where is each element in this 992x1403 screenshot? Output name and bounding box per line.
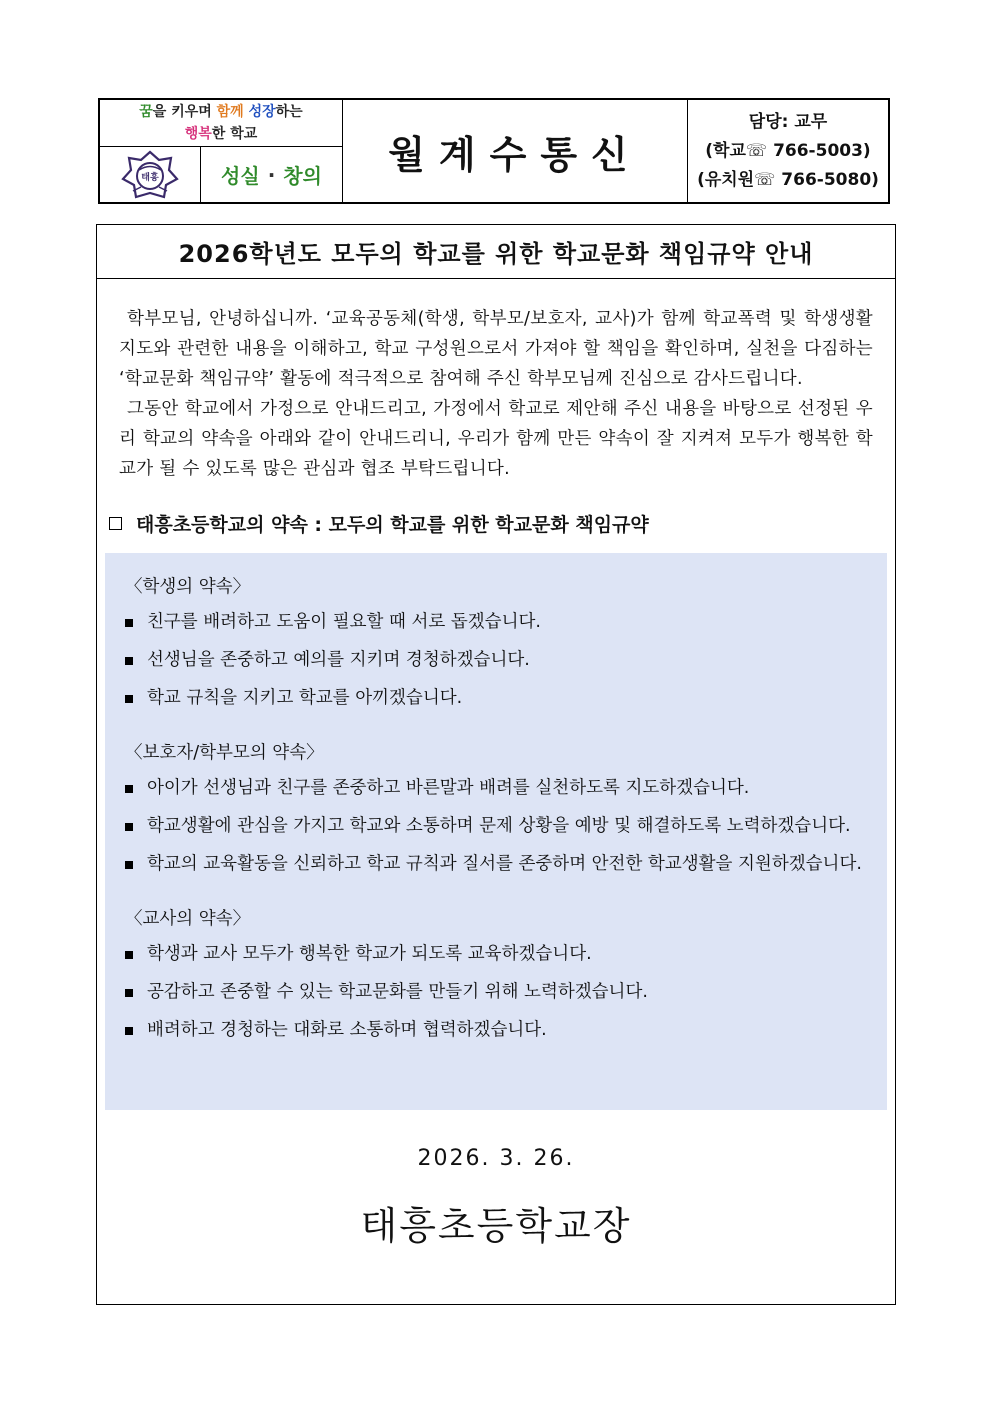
header-left-bottom [100,147,342,202]
pledge-item: 선생님을 존중하고 예의를 지키며 경청하겠습니다. [121,648,871,673]
document-title: 2026학년도 모두의 학교를 위한 학교문화 책임규약 안내 [97,225,895,279]
contact-info [688,100,888,202]
pledge-item: 친구를 배려하고 도움이 필요할 때 서로 돕겠습니다. [121,610,871,635]
pledge-group-title: 〈학생의 약속〉 [125,577,251,597]
principal-signature-line: 태흥초등학교장 [360,1204,632,1248]
motto-separator: · [267,162,276,187]
section-heading [109,510,895,537]
square-bullet-icon [125,823,133,831]
checkbox-square-icon [109,517,122,530]
square-bullet-icon [125,785,133,793]
slogan-highlight: 행복 [184,126,212,142]
pledge-item: 학교 규칙을 지키고 학교를 아끼겠습니다. [121,686,871,711]
slogan-rest: 한 학교 [211,126,258,142]
school-emblem-icon [119,149,181,201]
phone-kindergarten: (유치원☏ 766-5080) [697,169,879,190]
pledge-item: 공감하고 존중할 수 있는 학교문화를 만들기 위해 노력하겠습니다. [121,980,871,1005]
intro-text [119,304,873,484]
square-bullet-icon [125,619,133,627]
square-bullet-icon [125,695,133,703]
contact-person: 담당: 교무 [748,111,828,132]
slogan-segment: 성장 [248,104,276,120]
slogan-line-1 [100,101,342,123]
newsletter-title: 월계수통신 [343,100,688,202]
phone-school: (학교☏ 766-5003) [705,140,871,161]
pledge-group-students [121,573,871,711]
slogan-segment: 꿈 [139,104,153,120]
slogan-segment: 을 키우며 [152,104,217,120]
document-date: 2026. 3. 26. [417,1146,575,1171]
motto-right: 창의 [283,164,322,188]
school-slogan [100,100,342,147]
square-bullet-icon [125,861,133,869]
pledge-item: 학교생활에 관심을 가지고 학교와 소통하며 문제 상황을 예방 및 해결하도록 노력하겠습니다. [121,814,871,839]
school-motto [201,147,342,202]
intro-paragraph-2: 그동안 학교에서 가정으로 안내드리고, 가정에서 학교로 제안해 주신 내용을 바탕으로 선정된 우리 학교의 약속을 아래와 같이 안내드리니, 우리가 함께 만든 약속이 잘 지켜져 모두가 행복한 학교가 될 수 있도록 많은 관심과 협조 부탁드립니다. [119,399,873,479]
slogan-segment: 함께 [216,104,244,120]
pledge-item: 학교의 교육활동을 신뢰하고 학교 규칙과 질서를 존중하며 안전한 학교생활을 지원하겠습니다. [121,852,871,877]
slogan-segment: 하는 [275,104,303,120]
emblem-label: 태흥 [141,172,159,183]
pledge-group-title: 〈교사의 약속〉 [125,909,251,929]
square-bullet-icon [125,657,133,665]
square-bullet-icon [125,1027,133,1035]
pledge-group-title: 〈보호자/학부모의 약속〉 [125,743,324,763]
pledge-item: 배려하고 경청하는 대화로 소통하며 협력하겠습니다. [121,1018,871,1043]
intro-paragraph-1: 학부모님, 안녕하십니까. ‘교육공동체(학생, 학부모/보호자, 교사)가 함께 학교폭력 및 학생생활지도와 관련한 내용을 이해하고, 학교 구성원으로서 가져야 할 책임을 확인하며, 실천을 다짐하는 ‘학교문화 책임규약’ 활동에 적극적으로 참여해 주신 학부모님께 진심으로 감사드립니다. [119,309,873,389]
slogan-line-2 [100,123,342,145]
square-bullet-icon [125,951,133,959]
pledge-group-parents [121,739,871,877]
newsletter-header [98,98,890,204]
header-left-panel [100,100,343,202]
pledge-group-teachers [121,905,871,1043]
school-emblem-cell [100,147,201,202]
document-body [96,224,896,1305]
pledge-item: 아이가 선생님과 친구를 존중하고 바른말과 배려를 실천하도록 지도하겠습니다. [121,776,871,801]
section-heading-text: 태흥초등학교의 약속 : 모두의 학교를 위한 학교문화 책임규약 [136,514,649,536]
pledge-box [105,553,887,1110]
pledge-item: 학생과 교사 모두가 행복한 학교가 되도록 교육하겠습니다. [121,942,871,967]
motto-left: 성실 [221,164,260,188]
square-bullet-icon [125,989,133,997]
